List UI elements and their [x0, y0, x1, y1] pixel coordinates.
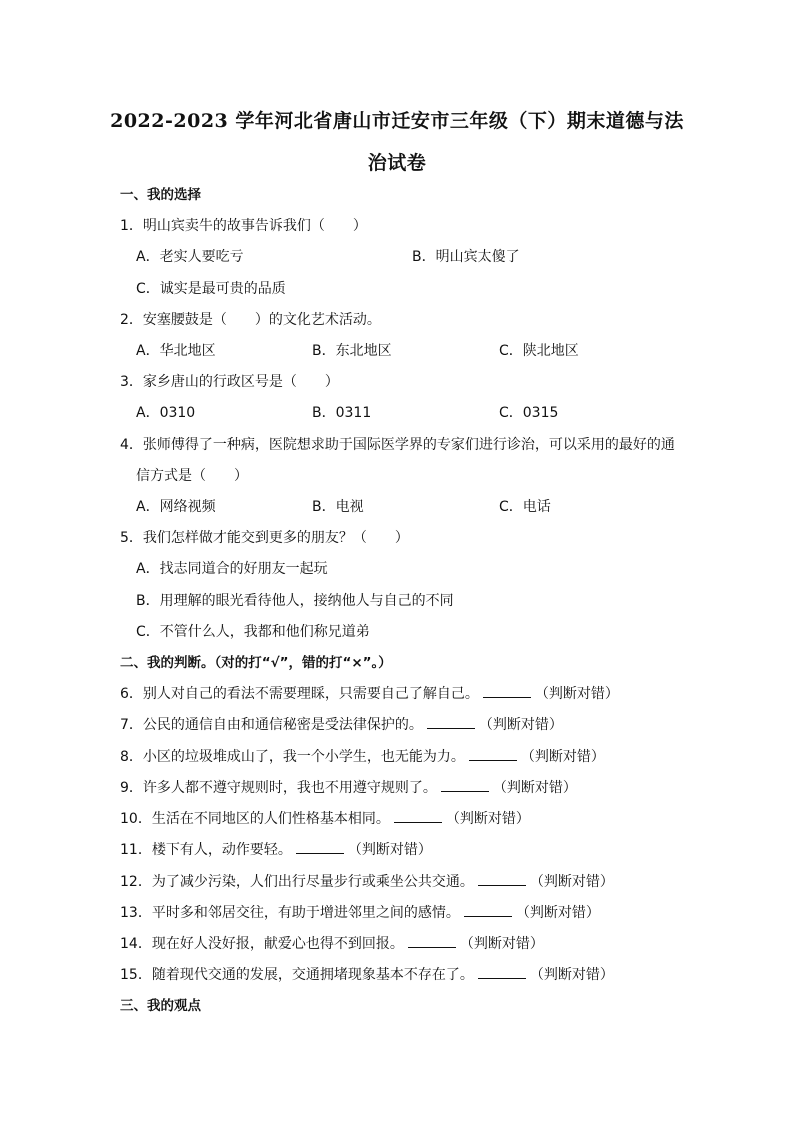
- answer-blank[interactable]: [441, 779, 489, 792]
- judge-tag: （判断对错）: [445, 811, 530, 827]
- question-11-text: 11．楼下有人，动作要轻。: [120, 842, 292, 858]
- judge-tag: （判断对错）: [492, 780, 577, 796]
- question-12-text: 12．为了减少污染，人们出行尽量步行或乘坐公共交通。: [120, 874, 474, 890]
- question-14-text: 14．现在好人没好报，献爱心也得不到回报。: [120, 936, 404, 952]
- question-15: [120, 966, 614, 984]
- question-10: [120, 810, 530, 828]
- question-15-text: 15．随着现代交通的发展，交通拥堵现象基本不存在了。: [120, 967, 474, 983]
- page-title-line-1: 2022-2023 学年河北省唐山市迁安市三年级（下）期末道德与法: [110, 110, 684, 132]
- question-4-option-c: C．电话: [499, 499, 551, 515]
- question-14: [120, 935, 544, 953]
- section-heading-judge: 二、我的判断。（对的打“√”，错的打“×”。）: [120, 655, 392, 671]
- section-heading-choice: 一、我的选择: [120, 187, 201, 203]
- question-13: [120, 904, 600, 922]
- answer-blank[interactable]: [408, 935, 456, 948]
- question-5-stem: 5．我们怎样做才能交到更多的朋友？（ ）: [120, 530, 409, 546]
- question-2-option-c: C．陕北地区: [499, 343, 579, 359]
- question-11: [120, 841, 432, 859]
- question-5-option-b: B．用理解的眼光看待他人，接纳他人与自己的不同: [136, 593, 454, 609]
- judge-tag: （判断对错）: [515, 905, 600, 921]
- question-2-option-b: B．东北地区: [312, 343, 392, 359]
- section-heading-opinion: 三、我的观点: [120, 998, 201, 1014]
- question-8: [120, 748, 605, 766]
- question-4-option-a: A．网络视频: [136, 499, 216, 515]
- question-5-option-a: A．找志同道合的好朋友一起玩: [136, 561, 328, 577]
- question-5-option-c: C．不管什么人，我都和他们称兄道弟: [136, 624, 370, 640]
- question-2-option-a: A．华北地区: [136, 343, 216, 359]
- answer-blank[interactable]: [478, 873, 526, 886]
- judge-tag: （判断对错）: [529, 967, 614, 983]
- question-4-stem-line-2: 信方式是（ ）: [136, 468, 248, 484]
- question-1-stem: 1．明山宾卖牛的故事告诉我们（ ）: [120, 218, 367, 234]
- question-3-stem: 3．家乡唐山的行政区号是（ ）: [120, 374, 339, 390]
- question-2-stem: 2．安塞腰鼓是（ ）的文化艺术活动。: [120, 312, 381, 328]
- question-4-option-b: B．电视: [312, 499, 364, 515]
- answer-blank[interactable]: [296, 841, 344, 854]
- question-9: [120, 779, 577, 797]
- question-7: [120, 716, 563, 734]
- judge-tag: （判断对错）: [478, 717, 563, 733]
- answer-blank[interactable]: [469, 748, 517, 761]
- question-6-text: 6．别人对自己的看法不需要理睬，只需要自己了解自己。: [120, 686, 479, 702]
- judge-tag: （判断对错）: [534, 686, 619, 702]
- judge-tag: （判断对错）: [347, 842, 432, 858]
- question-3-option-a: A．0310: [136, 405, 196, 421]
- question-1-option-a: A．老实人要吃亏: [136, 249, 244, 265]
- judge-tag: （判断对错）: [459, 936, 544, 952]
- question-9-text: 9．许多人都不遵守规则时，我也不用遵守规则了。: [120, 780, 437, 796]
- answer-blank[interactable]: [483, 685, 531, 698]
- judge-tag: （判断对错）: [520, 749, 605, 765]
- question-3-option-b: B．0311: [312, 405, 372, 421]
- question-1-option-b: B．明山宾太傻了: [412, 249, 520, 265]
- question-8-text: 8．小区的垃圾堆成山了，我一个小学生，也无能为力。: [120, 749, 465, 765]
- question-3-option-c: C．0315: [499, 405, 559, 421]
- question-1-option-c: C．诚实是最可贵的品质: [136, 281, 286, 297]
- answer-blank[interactable]: [478, 966, 526, 979]
- answer-blank[interactable]: [464, 904, 512, 917]
- question-6: [120, 685, 619, 703]
- question-7-text: 7．公民的通信自由和通信秘密是受法律保护的。: [120, 717, 423, 733]
- question-10-text: 10．生活在不同地区的人们性格基本相同。: [120, 811, 390, 827]
- question-13-text: 13．平时多和邻居交往，有助于增进邻里之间的感情。: [120, 905, 460, 921]
- judge-tag: （判断对错）: [529, 874, 614, 890]
- answer-blank[interactable]: [394, 810, 442, 823]
- question-12: [120, 873, 614, 891]
- answer-blank[interactable]: [427, 716, 475, 729]
- page-title-line-2: 治试卷: [367, 152, 427, 174]
- question-4-stem-line-1: 4．张师傅得了一种病，医院想求助于国际医学界的专家们进行诊治，可以采用的最好的通: [120, 437, 675, 453]
